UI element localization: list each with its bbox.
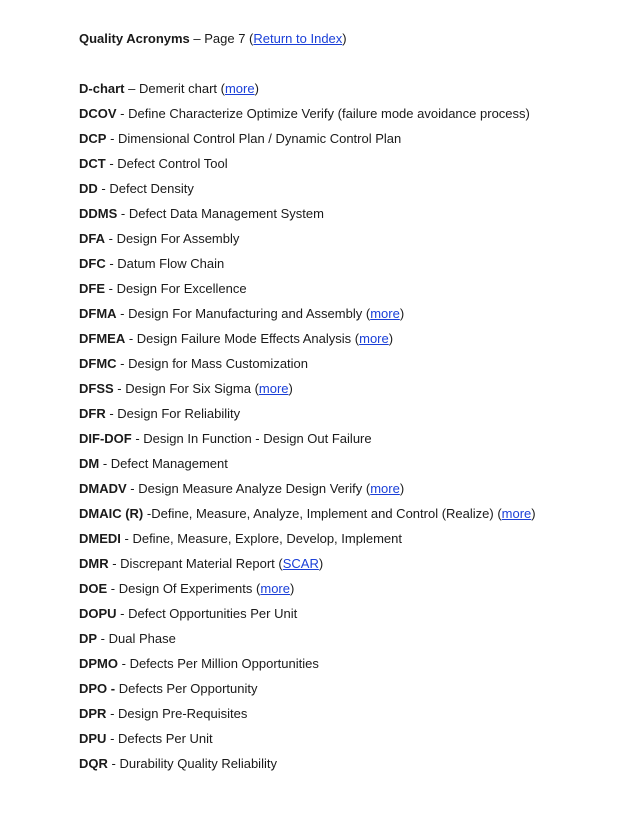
link-close-paren: )	[318, 556, 324, 571]
acronym-entry	[79, 730, 618, 755]
link-close-paren: )	[254, 81, 259, 96]
acronym-definition: Define Characterize Optimize Verify (failure mode avoidance process)	[128, 106, 530, 121]
acronym-entry	[79, 130, 618, 155]
acronym-separator: -	[120, 531, 133, 546]
acronym-definition: Defect Density	[109, 181, 194, 196]
acronym-term: DPR	[79, 706, 107, 721]
acronym-term: DMR	[79, 556, 109, 571]
acronym-definition: Design Pre-Requisites	[118, 706, 248, 721]
acronym-separator: -	[143, 506, 152, 521]
link-open-paren: (	[493, 506, 502, 521]
acronym-definition: Dual Phase	[108, 631, 176, 646]
acronym-entry	[79, 305, 618, 330]
acronym-definition: Durability Quality Reliability	[119, 756, 277, 771]
acronym-entry	[79, 155, 618, 180]
acronym-entry	[79, 405, 618, 430]
acronym-entry	[79, 80, 618, 105]
acronym-term: DMAIC (R)	[79, 506, 144, 521]
acronym-separator: -	[106, 706, 119, 721]
acronym-separator: -	[106, 731, 119, 746]
more-link[interactable]: more	[501, 506, 532, 521]
acronym-list	[79, 80, 618, 780]
link-close-paren: )	[388, 331, 394, 346]
acronym-definition: Design For Manufacturing and Assembly	[128, 306, 363, 321]
link-close-paren: )	[399, 481, 405, 496]
acronym-term: DFMA	[79, 306, 117, 321]
page-title: Quality Acronyms	[79, 31, 190, 46]
acronym-definition: Design Failure Mode Effects Analysis	[136, 331, 352, 346]
page-number: – Page 7 (	[189, 31, 254, 46]
acronym-entry	[79, 455, 618, 480]
acronym-definition: Discrepant Material Report	[120, 556, 275, 571]
acronym-entry	[79, 705, 618, 730]
acronym-separator: -	[107, 581, 119, 596]
acronym-term: DFSS	[79, 381, 114, 396]
acronym-entry	[79, 355, 618, 380]
acronym-entry	[79, 655, 618, 680]
acronym-term: DPU	[79, 731, 107, 746]
page-header	[79, 30, 618, 48]
acronym-entry	[79, 255, 618, 280]
more-link[interactable]: more	[224, 81, 255, 96]
acronym-separator: -	[105, 231, 117, 246]
acronym-separator: -	[99, 456, 111, 471]
acronym-entry	[79, 505, 618, 530]
return-to-index-link[interactable]: Return to Index	[253, 31, 343, 46]
link-open-paren: (	[217, 81, 225, 96]
acronym-definition: Defect Data Management System	[128, 206, 324, 221]
acronym-definition: Defect Opportunities Per Unit	[128, 606, 298, 621]
acronym-definition: Design Measure Analyze Design Verify	[138, 481, 363, 496]
acronym-term: DCP	[79, 131, 107, 146]
acronym-term: DCOV	[79, 106, 117, 121]
acronym-entry	[79, 330, 618, 355]
acronym-separator: -	[106, 131, 119, 146]
acronym-definition: Defects Per Opportunity	[118, 681, 258, 696]
acronym-entry	[79, 430, 618, 455]
acronym-term: DFMC	[79, 356, 117, 371]
acronym-term: DFMEA	[79, 331, 126, 346]
acronym-entry	[79, 380, 618, 405]
acronym-entry	[79, 105, 618, 130]
acronym-separator: -	[116, 606, 129, 621]
header-close-paren: )	[342, 31, 347, 46]
link-open-paren: (	[274, 556, 283, 571]
link-close-paren: )	[289, 581, 295, 596]
acronym-definition: Datum Flow Chain	[117, 256, 225, 271]
acronym-definition: Design for Mass Customization	[128, 356, 309, 371]
acronym-term: DFA	[79, 231, 105, 246]
more-link[interactable]: more	[258, 381, 289, 396]
acronym-separator: -	[108, 556, 121, 571]
acronym-definition: Design For Reliability	[117, 406, 241, 421]
acronym-separator: -	[107, 756, 120, 771]
acronym-entry	[79, 530, 618, 555]
acronym-term: DMEDI	[79, 531, 121, 546]
link-open-paren: (	[252, 581, 261, 596]
acronym-definition: Demerit chart	[138, 81, 218, 96]
acronym-separator: -	[116, 106, 129, 121]
link-open-paren: (	[250, 381, 259, 396]
acronym-definition: Design For Six Sigma	[125, 381, 251, 396]
acronym-term: DQR	[79, 756, 108, 771]
acronym-entry	[79, 555, 618, 580]
acronym-separator: -	[113, 381, 126, 396]
acronym-entry	[79, 480, 618, 505]
acronym-separator: -	[117, 206, 129, 221]
acronym-entry	[79, 755, 618, 780]
acronym-term: DFE	[79, 281, 105, 296]
more-link[interactable]: more	[370, 481, 400, 496]
acronym-term: DFR	[79, 406, 106, 421]
acronym-term: DPMO	[79, 656, 118, 671]
acronym-term: DOE	[79, 581, 108, 596]
document-page	[79, 30, 618, 780]
acronym-separator: –	[124, 81, 139, 96]
acronym-separator: -	[126, 481, 139, 496]
acronym-separator: -	[116, 356, 129, 371]
acronym-separator: -	[105, 281, 117, 296]
more-link[interactable]: more	[359, 331, 389, 346]
acronym-term: DDMS	[79, 206, 118, 221]
acronym-definition: Defect Control Tool	[117, 156, 228, 171]
acronym-separator: -	[118, 656, 130, 671]
acronym-entry	[79, 630, 618, 655]
acronym-separator: -	[131, 431, 144, 446]
acronym-term: D-chart	[79, 81, 125, 96]
link-close-paren: )	[399, 306, 405, 321]
acronym-entry	[79, 280, 618, 305]
acronym-entry	[79, 205, 618, 230]
acronym-definition: Defect Management	[110, 456, 228, 471]
acronym-entry	[79, 680, 618, 705]
acronym-definition: Defects Per Unit	[118, 731, 213, 746]
link-close-paren: )	[531, 506, 536, 521]
acronym-separator: -	[97, 181, 110, 196]
acronym-definition: Define, Measure, Analyze, Implement and Control (Realize)	[151, 506, 494, 521]
acronym-separator: -	[125, 331, 137, 346]
more-link[interactable]: more	[260, 581, 290, 596]
acronym-separator: -	[116, 306, 129, 321]
acronym-definition: Design In Function - Design Out Failure	[143, 431, 372, 446]
acronym-definition: Dimensional Control Plan / Dynamic Control Plan	[118, 131, 402, 146]
acronym-entry	[79, 605, 618, 630]
acronym-term: DM	[79, 456, 100, 471]
acronym-separator: -	[105, 406, 118, 421]
acronym-term: DMADV	[79, 481, 127, 496]
acronym-term: DOPU	[79, 606, 117, 621]
acronym-entry	[79, 230, 618, 255]
acronym-term: DP	[79, 631, 98, 646]
more-link[interactable]: SCAR	[282, 556, 319, 571]
acronym-separator: -	[97, 631, 109, 646]
acronym-definition: Design Of Experiments	[118, 581, 253, 596]
acronym-entry	[79, 180, 618, 205]
link-open-paren: (	[362, 306, 371, 321]
link-open-paren: (	[351, 331, 360, 346]
acronym-separator: -	[105, 156, 118, 171]
acronym-separator: -	[105, 256, 118, 271]
acronym-entry	[79, 580, 618, 605]
acronym-definition: Define, Measure, Explore, Develop, Implement	[132, 531, 402, 546]
acronym-term: DPO -	[79, 681, 116, 696]
acronym-definition: Defects Per Million Opportunities	[129, 656, 319, 671]
acronym-term: DD	[79, 181, 98, 196]
acronym-term: DCT	[79, 156, 106, 171]
more-link[interactable]: more	[370, 306, 400, 321]
acronym-term: DIF-DOF	[79, 431, 132, 446]
acronym-definition: Design For Assembly	[116, 231, 240, 246]
link-open-paren: (	[362, 481, 371, 496]
link-close-paren: )	[288, 381, 293, 396]
acronym-term: DFC	[79, 256, 106, 271]
acronym-definition: Design For Excellence	[116, 281, 247, 296]
